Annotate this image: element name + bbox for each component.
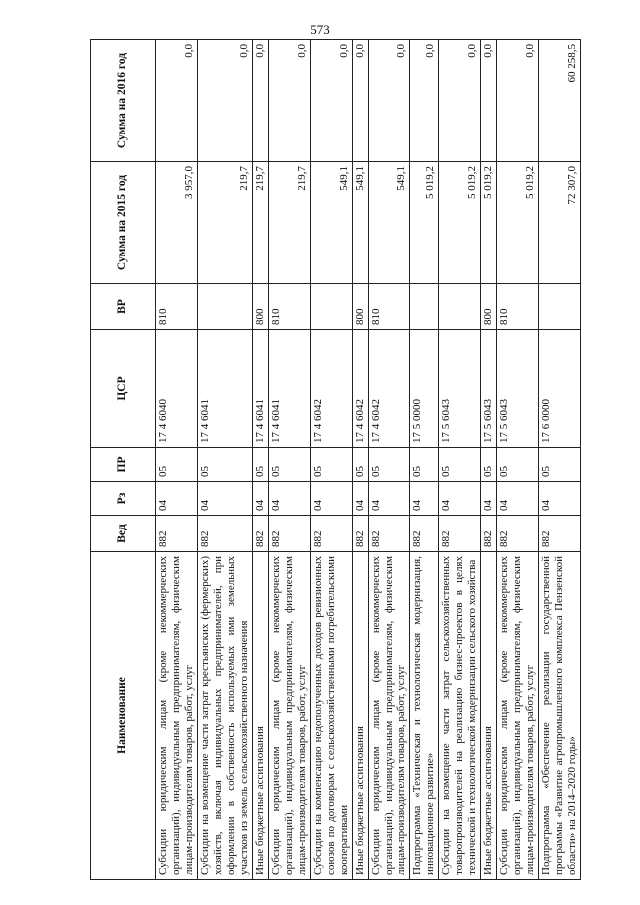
table-row bbox=[197, 40, 252, 880]
cell-name: Иные бюджетные ассигнования bbox=[481, 552, 497, 880]
header-sum-2015: Сумма на 2015 год bbox=[91, 162, 156, 284]
cell-sum-2016: 0,0 bbox=[197, 40, 252, 162]
cell-csr: 17 5 6043 bbox=[481, 330, 497, 448]
cell-sum-2015: 549,1 bbox=[368, 162, 410, 284]
cell-sum-2016: 0,0 bbox=[252, 40, 268, 162]
cell-vr: 800 bbox=[352, 284, 368, 330]
cell-vr: 810 bbox=[156, 284, 198, 330]
cell-rz: 04 bbox=[481, 482, 497, 516]
cell-csr: 17 5 6043 bbox=[497, 330, 539, 448]
cell-rz: 04 bbox=[156, 482, 198, 516]
cell-name: Субсидии на возмещение части затрат сельскохозяйственных товаропроизводителей на реализацию бизнес-проектов в целях технической и технологической модернизации сельского хозяйства bbox=[439, 552, 481, 880]
table-row bbox=[368, 40, 410, 880]
header-sum-2016: Сумма на 2016 год bbox=[91, 40, 156, 162]
cell-name: Субсидии на возмещение части затрат крестьянских (фермерских) хозяйств, включая индивидуальных предпринимателей, при оформлении в собственность используемых ими земельных участков из земель сельскохозяйственного назначения bbox=[197, 552, 252, 880]
table-row bbox=[310, 40, 352, 880]
cell-sum-2016: 0,0 bbox=[410, 40, 439, 162]
header-name: Наименование bbox=[91, 552, 156, 880]
cell-sum-2016: 0,0 bbox=[156, 40, 198, 162]
cell-ved: 882 bbox=[368, 516, 410, 552]
cell-rz: 04 bbox=[268, 482, 310, 516]
cell-name: Субсидии юридическим лицам (кроме некоммерческих организаций), индивидуальным предпринимателям, физическим лицам-производителям товаров, работ, услуг bbox=[156, 552, 198, 880]
cell-rz: 04 bbox=[310, 482, 352, 516]
cell-pr: 05 bbox=[539, 448, 581, 482]
cell-csr: 17 4 6041 bbox=[197, 330, 252, 448]
cell-pr: 05 bbox=[268, 448, 310, 482]
cell-sum-2016: 60 258,5 bbox=[539, 40, 581, 162]
cell-pr: 05 bbox=[252, 448, 268, 482]
table-row bbox=[268, 40, 310, 880]
cell-csr: 17 5 0000 bbox=[410, 330, 439, 448]
table-row bbox=[439, 40, 481, 880]
cell-rz: 04 bbox=[439, 482, 481, 516]
cell-name: Субсидии юридическим лицам (кроме некоммерческих организаций), индивидуальным предпринимателям, физическим лицам-производителям товаров, работ, услуг bbox=[497, 552, 539, 880]
header-pr: ПР bbox=[91, 448, 156, 482]
header-rz: Рз bbox=[91, 482, 156, 516]
table-row bbox=[410, 40, 439, 880]
cell-rz: 04 bbox=[497, 482, 539, 516]
cell-pr: 05 bbox=[156, 448, 198, 482]
cell-ved: 882 bbox=[481, 516, 497, 552]
cell-ved: 882 bbox=[268, 516, 310, 552]
cell-csr: 17 4 6041 bbox=[252, 330, 268, 448]
cell-csr: 17 4 6042 bbox=[310, 330, 352, 448]
table-row bbox=[539, 40, 581, 880]
cell-pr: 05 bbox=[197, 448, 252, 482]
cell-vr: 810 bbox=[368, 284, 410, 330]
cell-rz: 04 bbox=[352, 482, 368, 516]
cell-vr: 810 bbox=[497, 284, 539, 330]
header-csr: ЦСР bbox=[91, 330, 156, 448]
cell-sum-2015: 5 019,2 bbox=[497, 162, 539, 284]
cell-sum-2016: 0,0 bbox=[310, 40, 352, 162]
cell-name: Иные бюджетные ассигнования bbox=[252, 552, 268, 880]
cell-sum-2016: 0,0 bbox=[439, 40, 481, 162]
cell-pr: 05 bbox=[368, 448, 410, 482]
cell-pr: 05 bbox=[497, 448, 539, 482]
cell-rz: 04 bbox=[368, 482, 410, 516]
cell-vr: 800 bbox=[252, 284, 268, 330]
cell-ved: 882 bbox=[252, 516, 268, 552]
cell-ved: 882 bbox=[197, 516, 252, 552]
cell-csr: 17 4 6042 bbox=[352, 330, 368, 448]
cell-csr: 17 4 6040 bbox=[156, 330, 198, 448]
cell-vr: 800 bbox=[481, 284, 497, 330]
cell-pr: 05 bbox=[439, 448, 481, 482]
cell-vr bbox=[310, 284, 352, 330]
cell-name: Субсидии на компенсацию недополученных доходов ревизионных союзов по договорам с сельскохозяйственными потребительскими кооперативами bbox=[310, 552, 352, 880]
cell-ved: 882 bbox=[497, 516, 539, 552]
cell-sum-2015: 5 019,2 bbox=[439, 162, 481, 284]
cell-pr: 05 bbox=[310, 448, 352, 482]
cell-vr: 810 bbox=[268, 284, 310, 330]
cell-sum-2015: 3 957,0 bbox=[156, 162, 198, 284]
table-row bbox=[252, 40, 268, 880]
cell-ved: 882 bbox=[439, 516, 481, 552]
table-row bbox=[481, 40, 497, 880]
header-vr: ВР bbox=[91, 284, 156, 330]
cell-name: Субсидии юридическим лицам (кроме некоммерческих организаций), индивидуальным предпринимателям, физическим лицам-производителям товаров, работ, услуг bbox=[268, 552, 310, 880]
cell-rz: 04 bbox=[539, 482, 581, 516]
table-row bbox=[352, 40, 368, 880]
cell-sum-2015: 5 019,2 bbox=[410, 162, 439, 284]
cell-vr bbox=[539, 284, 581, 330]
cell-vr bbox=[439, 284, 481, 330]
budget-table bbox=[90, 39, 581, 880]
cell-pr: 05 bbox=[352, 448, 368, 482]
cell-csr: 17 5 6043 bbox=[439, 330, 481, 448]
cell-csr: 17 6 0000 bbox=[539, 330, 581, 448]
cell-csr: 17 4 6041 bbox=[268, 330, 310, 448]
cell-rz: 04 bbox=[252, 482, 268, 516]
cell-sum-2016: 0,0 bbox=[481, 40, 497, 162]
cell-sum-2016: 0,0 bbox=[368, 40, 410, 162]
cell-vr bbox=[197, 284, 252, 330]
cell-rz: 04 bbox=[410, 482, 439, 516]
cell-name: Подпрограмма «Обеспечение реализации государственной программы «Развитие агропромышленного комплекса Пензенской области» на 2014–2020 годы» bbox=[539, 552, 581, 880]
rotated-table-area bbox=[90, 40, 579, 880]
cell-sum-2016: 0,0 bbox=[352, 40, 368, 162]
cell-name: Иные бюджетные ассигнования bbox=[352, 552, 368, 880]
table-row bbox=[497, 40, 539, 880]
cell-csr: 17 4 6042 bbox=[368, 330, 410, 448]
cell-name: Подпрограмма «Техническая и технологическая модернизация, инновационное развитие» bbox=[410, 552, 439, 880]
cell-sum-2016: 0,0 bbox=[268, 40, 310, 162]
cell-sum-2015: 219,7 bbox=[268, 162, 310, 284]
cell-sum-2015: 549,1 bbox=[310, 162, 352, 284]
cell-ved: 882 bbox=[352, 516, 368, 552]
cell-sum-2015: 219,7 bbox=[252, 162, 268, 284]
cell-rz: 04 bbox=[197, 482, 252, 516]
cell-pr: 05 bbox=[481, 448, 497, 482]
cell-pr: 05 bbox=[410, 448, 439, 482]
cell-name: Субсидии юридическим лицам (кроме некоммерческих организаций), индивидуальным предпринимателям, физическим лицам-производителям товаров, работ, услуг bbox=[368, 552, 410, 880]
table-header-row bbox=[91, 40, 156, 880]
cell-ved: 882 bbox=[156, 516, 198, 552]
page-number: 573 bbox=[310, 22, 330, 37]
cell-ved: 882 bbox=[539, 516, 581, 552]
cell-sum-2015: 219,7 bbox=[197, 162, 252, 284]
cell-sum-2016: 0,0 bbox=[497, 40, 539, 162]
header-ved: Вед bbox=[91, 516, 156, 552]
table-row bbox=[156, 40, 198, 880]
cell-ved: 882 bbox=[410, 516, 439, 552]
cell-sum-2015: 72 307,0 bbox=[539, 162, 581, 284]
cell-sum-2015: 549,1 bbox=[352, 162, 368, 284]
cell-sum-2015: 5 019,2 bbox=[481, 162, 497, 284]
cell-vr bbox=[410, 284, 439, 330]
cell-ved: 882 bbox=[310, 516, 352, 552]
rotated-table-container bbox=[90, 40, 579, 880]
